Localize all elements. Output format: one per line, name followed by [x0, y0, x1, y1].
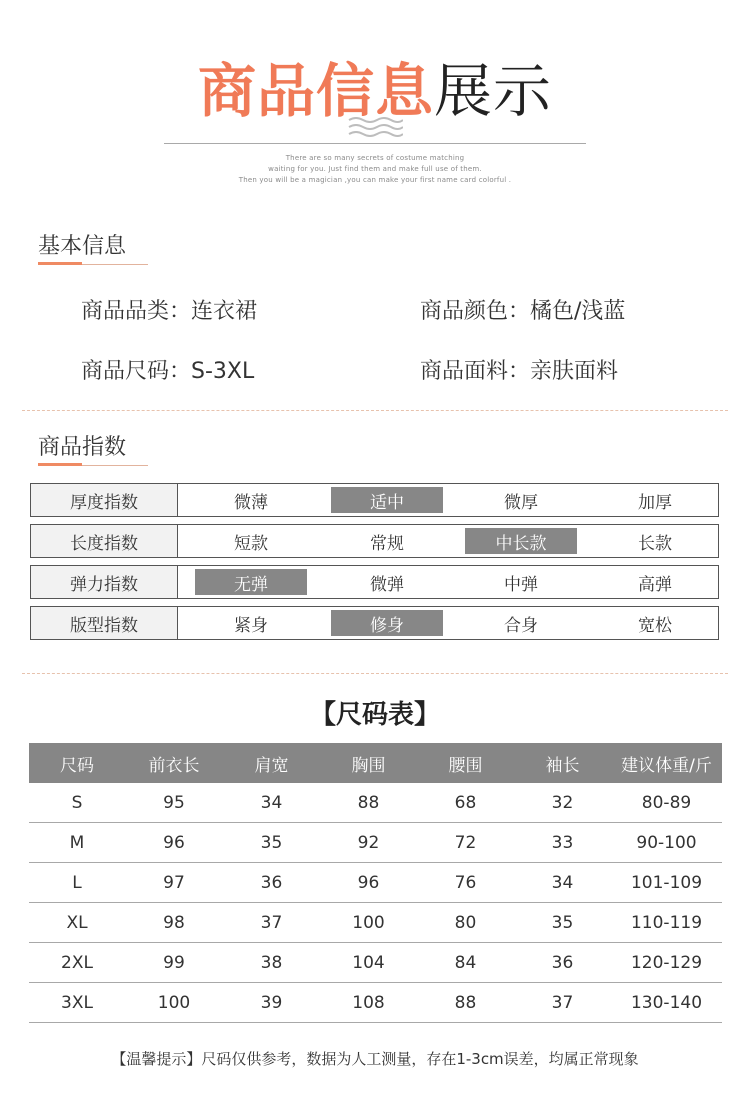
table-cell: 80-89 — [611, 783, 722, 823]
table-cell: 76 — [417, 863, 514, 903]
index-option: 中弹 — [504, 574, 538, 595]
basic-info-rule-accent — [38, 262, 82, 265]
table-cell: 33 — [514, 823, 611, 863]
table-cell: 100 — [320, 903, 417, 943]
table-row — [29, 823, 722, 863]
table-row — [29, 943, 722, 983]
table-cell: 34 — [223, 783, 320, 823]
table-cell: 108 — [320, 983, 417, 1023]
basic-info-heading: 基本信息 — [38, 234, 127, 259]
index-option: 微厚 — [504, 492, 538, 513]
page-title-plain: 展示 — [434, 57, 553, 125]
index-option: 长款 — [638, 533, 672, 554]
table-cell: 100 — [125, 983, 223, 1023]
table-cell: S — [29, 783, 125, 823]
table-cell: 84 — [417, 943, 514, 983]
info-size — [81, 354, 254, 385]
index-row-label: 版型指数 — [31, 607, 178, 639]
info-size-label: 商品尺码： — [81, 359, 192, 384]
info-color-label: 商品颜色： — [420, 299, 531, 324]
index-row-label: 厚度指数 — [31, 484, 178, 516]
size-table-column-header: 前衣长 — [125, 743, 223, 783]
table-cell: 3XL — [29, 983, 125, 1023]
table-cell: 99 — [125, 943, 223, 983]
table-cell: 92 — [320, 823, 417, 863]
info-category-label: 商品品类： — [81, 299, 192, 324]
info-category-value: 连衣裙 — [191, 299, 258, 324]
table-row — [29, 903, 722, 943]
table-cell: 104 — [320, 943, 417, 983]
info-fabric-label: 商品面料： — [420, 359, 531, 384]
table-cell: M — [29, 823, 125, 863]
index-row-label: 弹力指数 — [31, 566, 178, 598]
table-cell: 88 — [320, 783, 417, 823]
table-cell: 38 — [223, 943, 320, 983]
size-chart-title: 【尺码表】 — [309, 700, 440, 730]
wave-ornament-icon — [347, 116, 403, 138]
table-cell: 96 — [320, 863, 417, 903]
table-cell: 68 — [417, 783, 514, 823]
size-table-column-header: 胸围 — [320, 743, 417, 783]
table-cell: 96 — [125, 823, 223, 863]
index-option: 短款 — [234, 533, 268, 554]
table-cell: 80 — [417, 903, 514, 943]
tagline-line-3: Then you will be a magician ,you can make your first name card colorful . — [238, 176, 512, 184]
size-table-column-header: 袖长 — [514, 743, 611, 783]
table-row — [29, 983, 722, 1023]
table-cell: 98 — [125, 903, 223, 943]
info-size-value: S-3XL — [191, 359, 255, 384]
table-cell: 110-119 — [611, 903, 722, 943]
size-table-column-header: 腰围 — [417, 743, 514, 783]
index-row — [30, 483, 719, 517]
info-fabric-value: 亲肤面料 — [530, 359, 619, 384]
index-option: 紧身 — [234, 615, 268, 636]
table-cell: 97 — [125, 863, 223, 903]
index-row — [30, 524, 719, 558]
index-option: 宽松 — [638, 615, 672, 636]
info-fabric — [420, 354, 618, 385]
table-row — [29, 783, 722, 823]
section-divider — [22, 410, 728, 411]
table-cell: 39 — [223, 983, 320, 1023]
index-heading: 商品指数 — [38, 435, 127, 460]
table-row — [29, 863, 722, 903]
table-cell: XL — [29, 903, 125, 943]
index-option: 合身 — [504, 615, 538, 636]
table-cell: 130-140 — [611, 983, 722, 1023]
footer-note: 【温馨提示】尺码仅供参考，数据为人工测量，存在1-3cm误差，均属正常现象 — [111, 1050, 639, 1068]
size-table — [29, 743, 722, 1023]
table-cell: 36 — [514, 943, 611, 983]
table-cell: 35 — [223, 823, 320, 863]
index-option: 高弹 — [638, 574, 672, 595]
table-cell: 72 — [417, 823, 514, 863]
tagline-line-1: There are so many secrets of costume matching — [285, 154, 465, 162]
index-option-selected: 无弹 — [195, 569, 307, 595]
table-cell: 36 — [223, 863, 320, 903]
size-table-column-header: 尺码 — [29, 743, 125, 783]
table-cell: 90-100 — [611, 823, 722, 863]
index-row — [30, 565, 719, 599]
size-table-column-header: 肩宽 — [223, 743, 320, 783]
index-row-label: 长度指数 — [31, 525, 178, 557]
info-category — [81, 294, 257, 325]
table-cell: 34 — [514, 863, 611, 903]
index-option: 常规 — [370, 533, 404, 554]
info-color — [420, 294, 625, 325]
table-cell: 37 — [514, 983, 611, 1023]
index-option-selected: 修身 — [331, 610, 443, 636]
index-row — [30, 606, 719, 640]
index-rule-accent — [38, 463, 82, 466]
tagline-line-2: waiting for you. Just find them and make full use of them. — [268, 165, 482, 173]
index-option-selected: 适中 — [331, 487, 443, 513]
index-option-selected: 中长款 — [465, 528, 577, 554]
index-option: 加厚 — [638, 492, 672, 513]
table-cell: 101-109 — [611, 863, 722, 903]
table-cell: L — [29, 863, 125, 903]
page-title-accent: 商品信息 — [197, 57, 434, 125]
table-cell: 37 — [223, 903, 320, 943]
table-cell: 88 — [417, 983, 514, 1023]
table-cell: 35 — [514, 903, 611, 943]
index-option: 微薄 — [234, 492, 268, 513]
header-divider — [164, 143, 586, 144]
index-option: 微弹 — [370, 574, 404, 595]
size-table-header — [29, 743, 722, 783]
size-table-column-header: 建议体重/斤 — [611, 743, 722, 783]
info-color-value: 橘色/浅蓝 — [530, 299, 626, 324]
section-divider — [22, 673, 728, 674]
table-cell: 95 — [125, 783, 223, 823]
table-cell: 120-129 — [611, 943, 722, 983]
table-cell: 32 — [514, 783, 611, 823]
table-cell: 2XL — [29, 943, 125, 983]
